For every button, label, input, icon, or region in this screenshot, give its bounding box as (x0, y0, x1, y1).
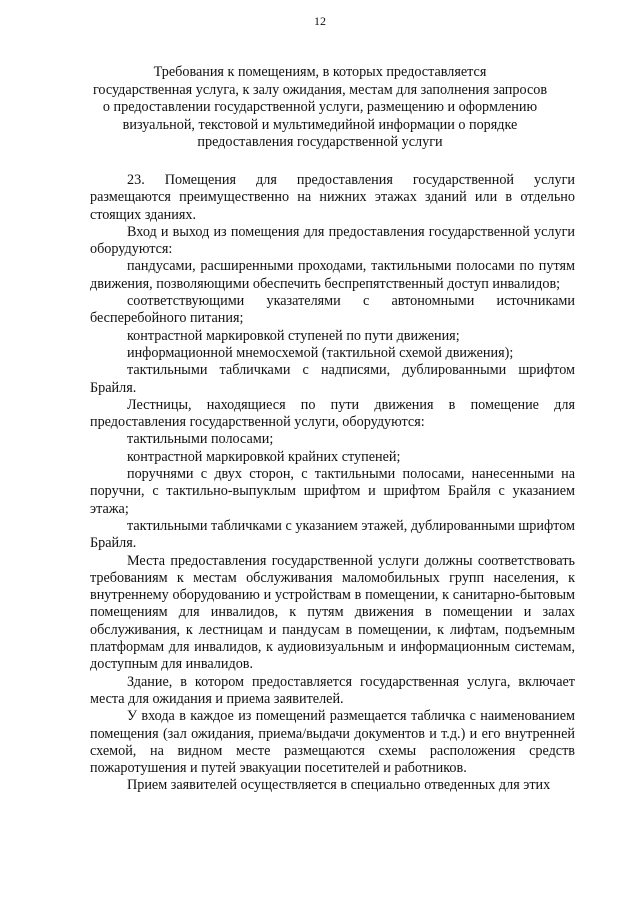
paragraph: 23. Помещения для предоставления государственной услуги размещаются преимущественно на нижних этажах зданий или в отдельно стоящих зданиях. (90, 172, 575, 223)
paragraph: контрастной маркировкой ступеней по пути движения; (127, 327, 460, 344)
paragraph: Лестницы, находящиеся по пути движения в помещение для предоставления государственной услуги, оборудуются: (90, 396, 575, 431)
heading-line: Требования к помещениям, в которых предоставляется (153, 64, 487, 80)
paragraph: пандусами, расширенными проходами, тактильными полосами по путям движения, позволяющими обеспечить беспрепятственный доступ инвалидов; (90, 258, 575, 292)
paragraph: поручнями с двух сторон, с тактильными полосами, нанесенными на поручни, с тактильно-выпуклым шрифтом и шрифтом Брайля с указанием этажа; (90, 466, 575, 517)
paragraph: тактильными полосами; (127, 431, 274, 448)
paragraph: тактильными табличками с указанием этажей, дублированными шрифтом Брайля. (90, 517, 575, 552)
paragraph: Здание, в котором предоставляется государственная услуга, включает места для ожидания и приема заявителей. (90, 673, 575, 707)
page-number: 12 (314, 14, 326, 28)
heading-line: о предоставлении государственной услуги, размещению и оформлению (102, 99, 538, 116)
section-heading (70, 64, 570, 152)
paragraph: контрастной маркировкой крайних ступеней; (127, 448, 401, 465)
paragraph: У входа в каждое из помещений размещается табличка с наименованием помещения (зал ожидания, приема/выдачи документов и т.д.) и его внутренней схемой, на видном месте размещаются схемы расположения средств пожаротушения и путей эвакуации посетителей и работников. (90, 708, 575, 777)
paragraph: Вход и выход из помещения для предоставления государственной услуги оборудуются: (90, 223, 575, 258)
paragraph: соответствующими указателями с автономными источниками бесперебойного питания; (90, 293, 575, 327)
paragraph: тактильными табличками с надписями, дублированными шрифтом Брайля. (90, 362, 575, 396)
document-body (90, 172, 575, 795)
heading-line: государственная услуга, к залу ожидания, местам для заполнения запросов (92, 81, 548, 98)
paragraph: Места предоставления государственной услуги должны соответствовать требованиям к местам обслуживания маломобильных групп населения, к внутреннему оборудованию и устройствам в помещении, к санитарно-бытовым помещениям для инвалидов, к путям движения в помещении и залах обслуживания, к лестницам и пандусам в помещении, к лифтам, подъемным платформам для инвалидов, к аудиовизуальным и информационным системам, доступным для инвалидов. (90, 552, 575, 673)
heading-line: визуальной, текстовой и мультимедийной информации о порядке (122, 116, 518, 133)
paragraph: информационной мнемосхемой (тактильной схемой движения); (127, 344, 514, 361)
heading-line: предоставления государственной услуги (197, 134, 443, 151)
paragraph: Прием заявителей осуществляется в специально отведенных для этих (127, 777, 551, 794)
